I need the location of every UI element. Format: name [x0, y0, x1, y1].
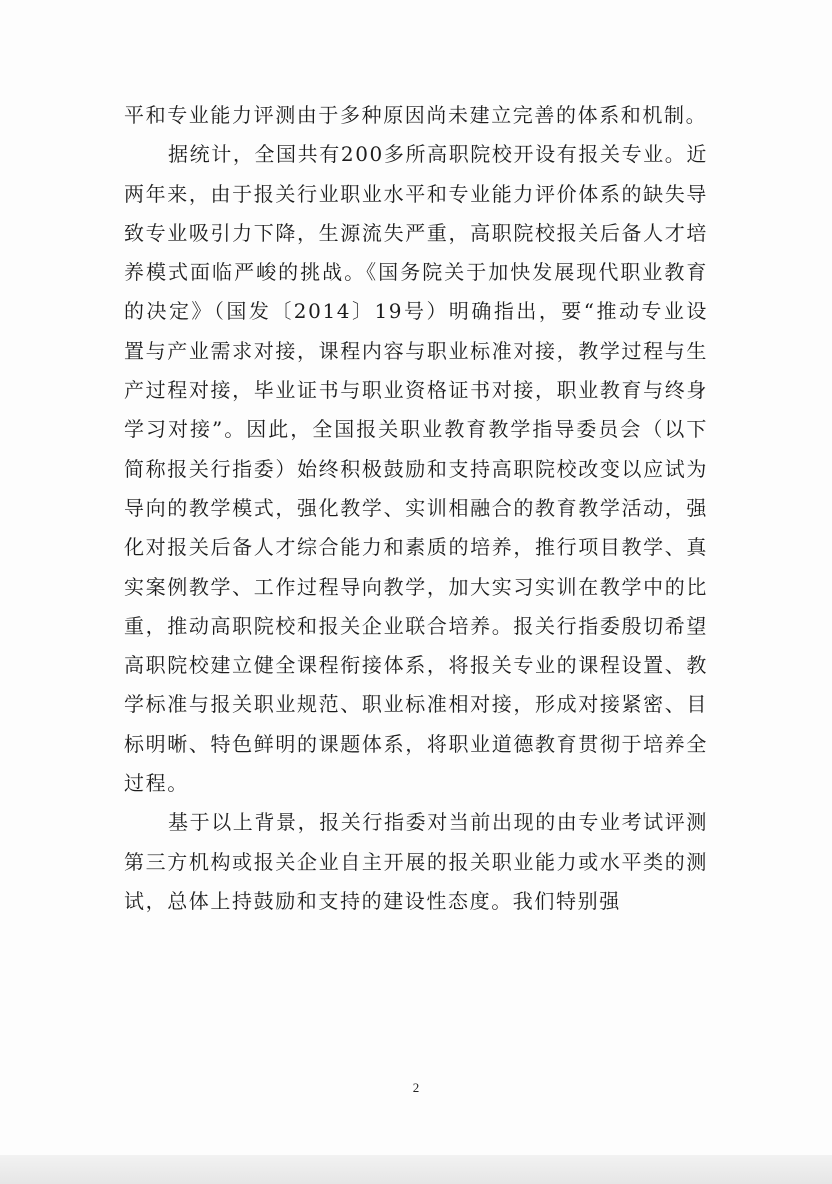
- page-number: 2: [412, 1080, 420, 1095]
- paragraph-continuation: 平和专业能力评测由于多种原因尚未建立完善的体系和机制。: [124, 103, 708, 127]
- paragraph-background: 基于以上背景，报关行指委对当前出现的由专业考试评测第三方机构或报关企业自主开展的报关职业能力或水平类的测试，总体上持鼓励和支持的建设性态度。我们特别强: [124, 810, 708, 913]
- scan-bottom-edge: [0, 1155, 832, 1184]
- paragraph-statistics: 据统计，全国共有200多所高职院校开设有报关专业。近两年来，由于报关行业职业水平和专业能力评价体系的缺失导致专业吸引力下降，生源流失严重，高职院校报关后备人才培养模式面临严峻的挑战。《国务院关于加快发展现代职业教育的决定》（国发〔2014〕19号）明确指出，要“推动专业设置与产业需求对接，课程内容与职业标准对接，教学过程与生产过程对接，毕业证书与职业资格证书对接，职业教育与终身学习对接”。因此，全国报关职业教育教学指导委员会（以下简称报关行指委）始终积极鼓励和支持高职院校改变以应试为导向的教学模式，强化教学、实训相融合的教育教学活动，强化对报关后备人才综合能力和素质的培养，推行项目教学、真实案例教学、工作过程导向教学，加大实习实训在教学中的比重，推动高职院校和报关企业联合培养。报关行指委殷切希望高职院校建立健全课程衔接体系，将报关专业的课程设置、教学标准与报关职业规范、职业标准相对接，形成对接紧密、目标明晰、特色鲜明的课题体系，将职业道德教育贯彻于培养全过程。: [124, 142, 708, 796]
- body-text: [124, 96, 708, 921]
